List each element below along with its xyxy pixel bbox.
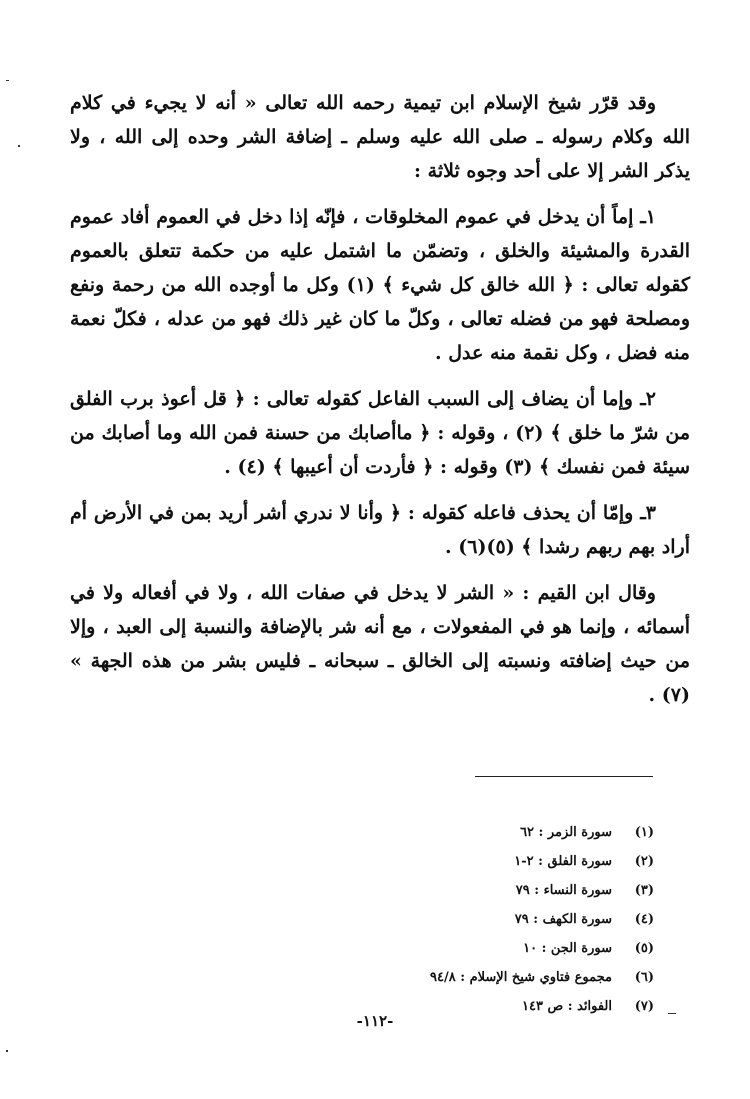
paragraph-intro <box>70 86 690 188</box>
footnote-item <box>354 963 654 992</box>
paragraph-point-2 <box>70 382 690 484</box>
footnote-number: (٢) <box>634 854 654 869</box>
footnote-divider <box>475 776 653 777</box>
footnote-number: (٥) <box>634 941 654 956</box>
paragraph-point-1 <box>70 200 690 370</box>
footnote-item <box>354 847 654 876</box>
footnote-text: سورة الكهف : ٧٩ <box>514 912 612 927</box>
footnote-text: سورة الزمر : ٦٢ <box>520 825 612 840</box>
scan-mark <box>668 1013 676 1014</box>
footnote-text: سورة الجن : ١٠ <box>523 941 612 956</box>
footnote-number: (٣) <box>634 883 654 898</box>
footnote-text: سورة النساء : ٧٩ <box>515 883 612 898</box>
footnote-item <box>354 934 654 963</box>
footnotes <box>354 818 654 1021</box>
page-number: -١١٢- <box>356 1012 394 1030</box>
paragraph-text: وقد قرّر شيخ الإسلام ابن تيمية رحمه الله تعالى « أنه لا يجيء في كلام الله وكلام رسوله ـ صلى الله عليه وسلم ـ إضافة الشر وحده إلى الله ، ولا يذكر الشر إلا على أحد وجوه ثلاثة : <box>70 92 690 182</box>
footnote-number: (٧) <box>634 999 654 1014</box>
scan-mark <box>18 145 20 147</box>
footnote-text: الفوائد : ص ١٤٣ <box>522 999 612 1014</box>
paragraph-text: ٢ـ وإما أن يضاف إلى السبب الفاعل كقوله تعالى : ﴿ قل أعوذ برب الفلق من شرّ ما خلق ﴾ (٢) ، وقوله : ﴿ ماأصابك من حسنة فمن الله وما أصابك من سيئة فمن نفسك ﴾ (٣) وقوله : ﴿ فأردت أن أعيبها ﴾ (٤) . <box>70 388 690 478</box>
footnote-number: (٦) <box>634 970 654 985</box>
footnote-item <box>354 905 654 934</box>
footnote-item <box>354 876 654 905</box>
paragraph-text: وقال ابن القيم : « الشر لا يدخل في صفات الله ، ولا في أفعاله ولا في أسمائه ، وإنما هو في المفعولات ، مع أنه شر بالإضافة والنسبة إلى العبد ، وإلا من حيث إضافته ونسبته إلى الخالق ـ سبحانه ـ فليس بشر من هذه الجهة » (٧) . <box>70 582 690 706</box>
paragraph-ibn-qayyim <box>70 576 690 712</box>
footnote-number: (١) <box>634 825 654 840</box>
main-text <box>70 86 690 724</box>
footnote-item <box>354 818 654 847</box>
footnote-number: (٤) <box>634 912 654 927</box>
paragraph-text: ٣ـ وإمّا أن يحذف فاعله كقوله : ﴿ وأنا لا ندري أشر أريد بمن في الأرض أم أراد بهم ربهم رشدا ﴾ (٥)(٦) . <box>70 502 690 558</box>
paragraph-text: ١ـ إماً أن يدخل في عموم المخلوقات ، فإنّه إذا دخل في العموم أفاد عموم القدرة والمشيئة والخلق ، وتضمّن ما اشتمل عليه من حكمة تتعلق بالعموم كقوله تعالى : ﴿ الله خالق كل شيء ﴾ (١) وكل ما أوجده الله من رحمة ونفع ومصلحة فهو من فضله تعالى ، وكلّ ما كان غير ذلك فهو من عدله ، فكلّ نعمة منه فضل ، وكل نقمة منه عدل . <box>70 206 690 364</box>
footnote-text: سورة الفلق : ٢-١ <box>514 854 612 869</box>
footnote-text: مجموع فتاوي شيخ الإسلام : ٩٤/٨ <box>430 970 612 985</box>
scan-mark <box>6 1050 8 1052</box>
scan-mark <box>6 80 9 81</box>
paragraph-point-3 <box>70 496 690 564</box>
